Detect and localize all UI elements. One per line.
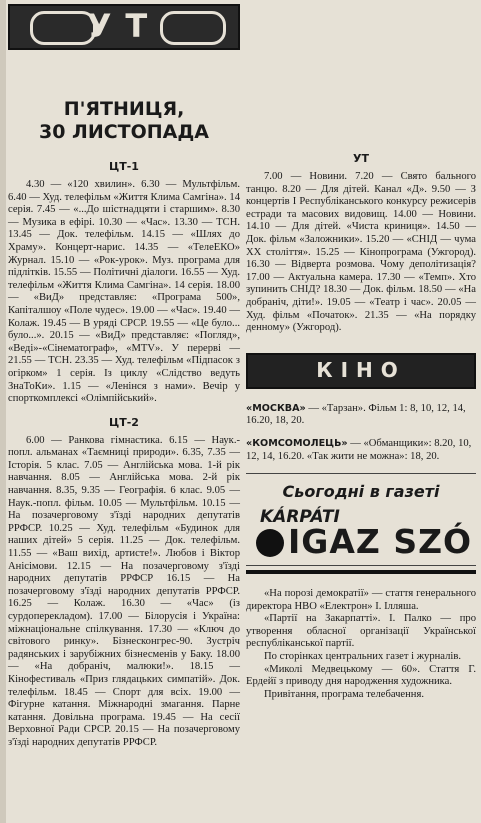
ut-program: 7.00 — Новини. 7.20 — Свято бального танцю. 8.20 — Для дітей. Канал «Д». 9.50 — З концертів І Республіканського конкурсу режисерів естради та масових видовищ. 14.00 — Новини. 14.10 — Для дітей. «Чиста криниця». 14.50 — Док. фільм «Заложники». 15.20 — «СНІД — чума XX століття». 15.25 — Кінопрограма (Ужгород). 16.30 — Відверта розмова. Чому деполітизація? 17.00 — Актуальна камера. 17.30 — «Темп». Хто зупинить СНІД? 18.30 — Док. фільм. 18.50 — «На добраніч, діти!». 19.05 — «Театр і час». 20.05 — Худ. фільм «Початок». 21.35 — «На порядку денному» (Ужгород).: [246, 171, 476, 334]
divider: [246, 570, 476, 574]
page-edge: [0, 0, 6, 823]
cinema-name: «КОМСОМОЛЕЦЬ»: [246, 437, 348, 449]
cinema-listing: [246, 403, 476, 428]
news-item: «Миколі Медвецькому — 60». Стаття Г. Ердейї з приводу дня народження художника.: [246, 663, 476, 688]
cinema-schedule: — «Тарзан». Фільм 1: 8, 10, 12, 14, 16.20, 18, 20.: [246, 402, 466, 427]
news-item: «На порозі демократії» — стаття генерального директора НВО «Електрон» І. Ілляша.: [246, 588, 476, 612]
news-item: Привітання, програма телебачення.: [264, 688, 424, 700]
day-title-weekday: П'ЯТНИЦЯ,: [63, 98, 185, 120]
cinema-name: «МОСКВА»: [246, 402, 306, 414]
igaz-szo-logo: [256, 522, 476, 562]
ct2-heading: ЦТ-2: [109, 415, 139, 429]
karpati-logo-text: KÁRPÁTI: [260, 507, 340, 528]
igaz-szo-text: IGAZ SZÓ: [288, 522, 473, 562]
tv-logo-banner: [8, 4, 240, 50]
right-column: [246, 0, 476, 701]
day-title-date: 30 ЛИСТОПАДА: [38, 121, 210, 143]
ct1-program: 4.30 — «120 хвилин». 6.30 — Мультфільм. 6.40 — Худ. телефільм «Життя Клима Самгіна». 14 серія. 7.45 — «...До шістнадцяти і старшим». 8.30 — Музика в ефірі. 10.30 — «Час». 13.30 — ТСН. 13.45 — Док. телефільм. 14.15 — «Шлях до Храму». Концерт-нарис. 14.35 — «ТелеЕКО» Журнал. 15.10 — «Рок-урок». Муз. програма для підлітків. 15.55 — Політичні діалоги. 16.55 — Худ. телефільм «Життя Клима Самгіна». 14 серія. 18.00 — «ВиД» представляє: «Програма 500», Капіталшоу «Поле чудес». 19.00 — «Час». 19.40 — Колаж. 19.45 — В уряді СРСР. 19.55 — «Це було... було...». 20.15 — «ВиД» представляє: «Погляд», «Веді»-«Сінематограф», «МТV». У перерві — 21.55 — ТСН. 23.35 — Худ. телефільм «Підпасок з огірком» 1 серія. Із циклу «Слідство ведуть ЗнаТоКи». 1.15 — «Ленінся з нами». Вечір у спорткомплексі «Олімпійський».: [8, 179, 240, 405]
ut-heading: УТ: [353, 152, 369, 165]
ct2-continuation: [246, 0, 476, 148]
cinema-listing: [246, 438, 476, 463]
day-title: [8, 98, 240, 144]
today-title: Сьогодні в газеті: [282, 482, 440, 502]
ct2-program: 6.00 — Ранкова гімнастика. 6.15 — Наук.-попл. альманах «Таємниці природи». 6.35, 7.35 — Історія. 5 клас. 7.05 — Англійська мова. 1-й рік навчання. 8.05 — Англійська мова. 2-й рік навчання. 8.35, 9.35 — Географія. 6 клас. 9.05 — Наук.-попл. фільм. 10.05 — Мультфільм. 10.15 — На позачерговому з'їзді народних депутатів РРФСР. 10.25 — Худ. телефільм «Будинок для наших дітей» 5 серія. 11.25 — Док. телефільм. 11.55 — «Ваш вихід, артисте!». Любов і Віктор Анісімови. 12.15 — На позачерговому з'їзді народних депутатів РРФСР 16.15 — На позачерговому з'їзді народних депутатів РРФСР. 16.25 — Колаж. 16.30 — «Час» (із сурдоперекладом). 17.00 — Білорусія і Україна: міжнаціональне спілкування. 17.30 — «Ключ до світового ринку». Бізнесконгрес-90. Зустріч радянських і зарубіжних бізнесменів у Баку. 18.00 — «На добраніч, малюки!». 18.15 — Кінофестиваль «Приз глядацьких симпатій». Док. телефільм. 18.45 — Спорт для всіх. 19.00 — Фігурне катання. Міжнародні змагання. Парне катання. Довільна програма. 19.45 — На сесії Верховної Ради СРСР. 20.15 — На позачерговому з'їзді народних депутатів РРФСР.: [8, 434, 240, 748]
today-in-newspaper-box: [246, 473, 476, 566]
left-column: [8, 0, 240, 748]
logo-dot-icon: [256, 529, 284, 557]
news-item: «Партії на Закарпатті». І. Палко — про утворення обласної організації Української республіканської партії.: [246, 613, 476, 650]
news-item: По сторінках центральних газет і журналів.: [264, 651, 461, 663]
cinema-schedule: — «Обманщики»: 8.20, 10, 12, 14, 16.20. «Так жити не можна»: 18, 20.: [246, 437, 472, 462]
tv-logo-text: УТ: [86, 7, 162, 45]
kino-logo-text: КІНО: [316, 357, 406, 382]
ct1-heading: ЦТ-1: [109, 160, 139, 173]
kino-banner: [246, 353, 476, 389]
